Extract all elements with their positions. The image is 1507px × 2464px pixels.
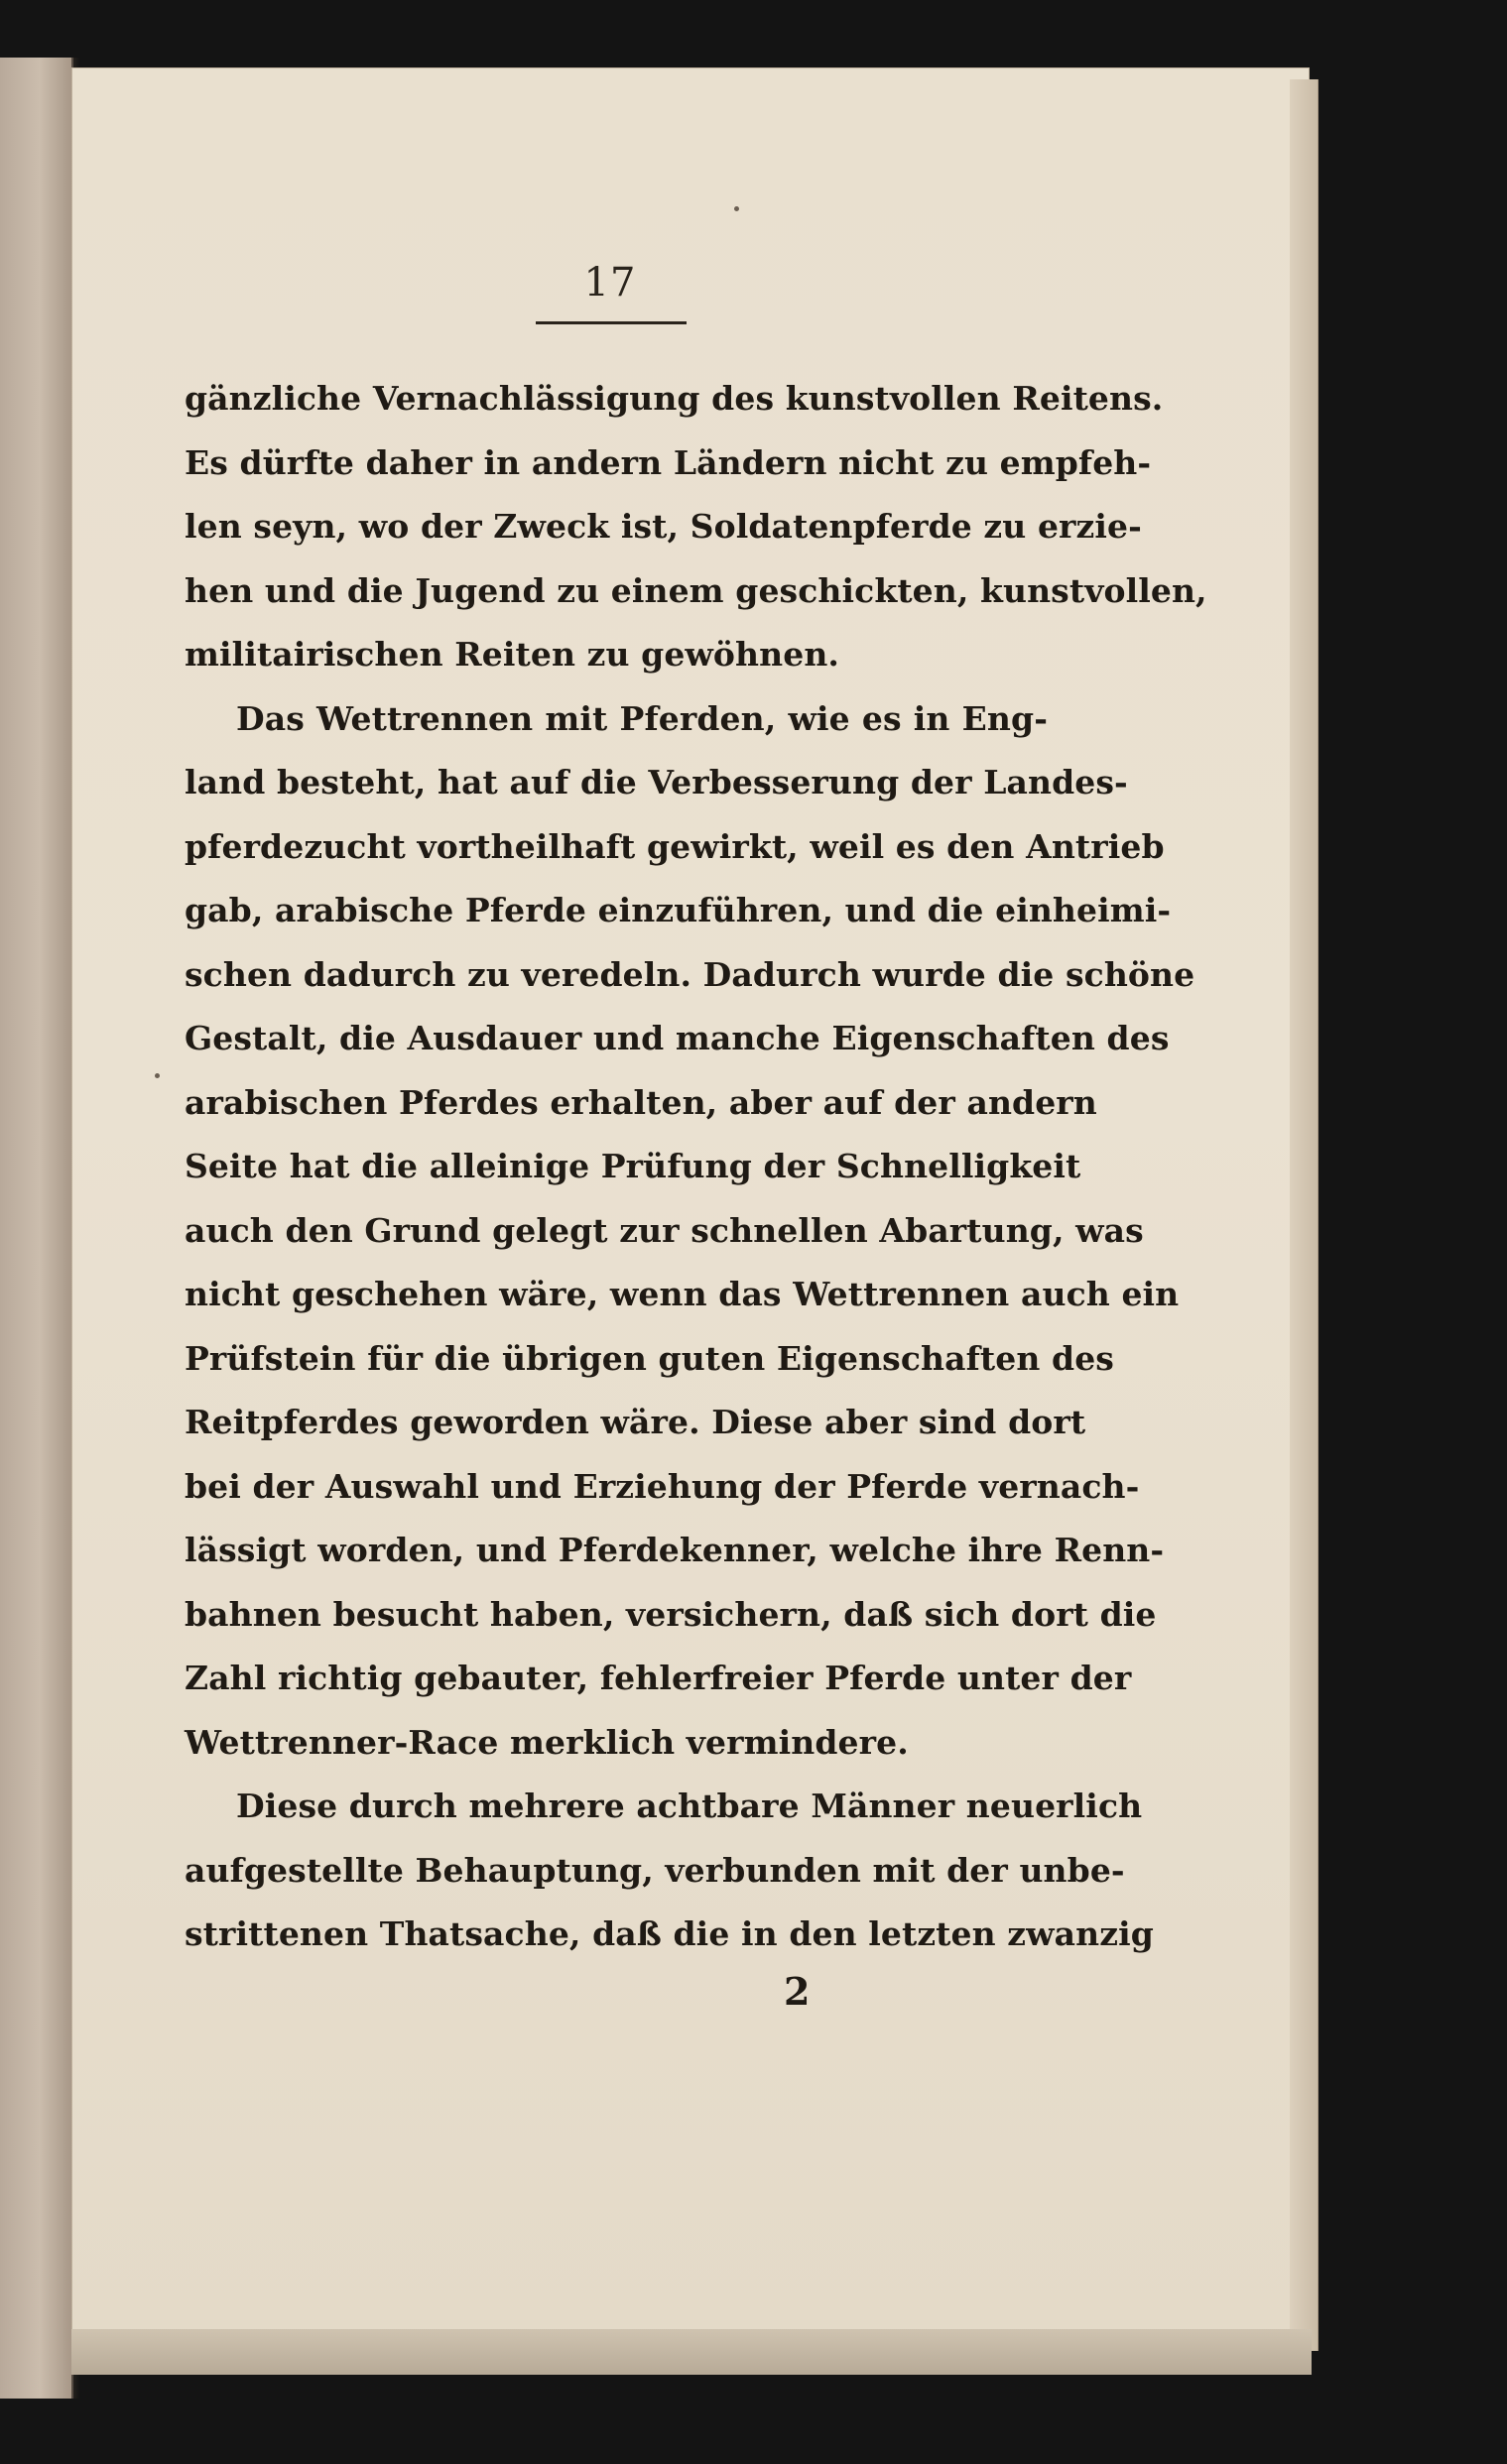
text-line: nicht geschehen wäre, wenn das Wettrennen auch ein: [185, 1275, 1180, 1313]
text-line: Gestalt, die Ausdauer und manche Eigenschaften des: [185, 1019, 1170, 1057]
text-line: len seyn, wo der Zweck ist, Soldatenpferde zu erzie-: [185, 507, 1142, 546]
text-line: Zahl richtig gebauter, fehlerfreier Pferde unter der: [185, 1659, 1132, 1697]
text-line: aufgestellte Behauptung, verbunden mit der unbe-: [185, 1850, 1125, 1890]
text-line: strittenen Thatsache, daß die in den letzten zwanzig: [185, 1914, 1154, 1953]
text-line: pferdezucht vortheilhaft gewirkt, weil es den Antrieb: [185, 826, 1165, 866]
text-line: Wettrenner-Race merklich verminderе.: [185, 1722, 909, 1762]
text-line: Seite hat die alleinige Prüfung der Schnelligkeit: [185, 1147, 1081, 1185]
text-line: Reitpferdes geworden wäre. Diese aber sind dort: [185, 1403, 1086, 1441]
text-line: arabischen Pferdes erhalten, aber auf der andern: [185, 1082, 1097, 1122]
text-line: Das Wettrennen mit Pferden, wie es in Eng-: [236, 698, 1048, 738]
text-line: gab, arabische Pferde einzuführen, und die einheimi-: [185, 891, 1172, 929]
header-rule: [536, 321, 687, 324]
text-line: Prüfstein für die übrigen guten Eigenschaften des: [185, 1338, 1114, 1378]
text-line: gänzliche Vernachlässigung des kunstvollen Reitens.: [185, 379, 1164, 418]
body-text: [185, 367, 1207, 1967]
text-line: bahnen besucht haben, versichern, daß sich dort die: [185, 1594, 1157, 1634]
text-line: auch den Grund gelegt zur schnellen Abartung, was: [185, 1210, 1144, 1250]
text-line: lässigt worden, und Pferdekenner, welche ihre Renn-: [185, 1531, 1165, 1569]
text-line: bei der Auswahl und Erziehung der Pferde vernach-: [185, 1466, 1140, 1506]
text-line: militairischen Reiten zu gewöhnen.: [185, 635, 839, 674]
text-line: land besteht, hat auf die Verbesserung der Landes-: [185, 763, 1128, 801]
text-line: Es dürfte daher in andern Ländern nicht zu empfeh-: [185, 442, 1152, 482]
text-line: Diese durch mehrere achtbare Männer neuerlich: [236, 1786, 1143, 1825]
book-cover-edge: [0, 58, 73, 2399]
page-number: 17: [583, 260, 637, 306]
page-edge: [1290, 79, 1319, 2351]
bottom-page-edge: [71, 2329, 1312, 2375]
paper-spot: [155, 1073, 160, 1078]
text-line: hen und die Jugend zu einem geschickten, kunstvollen,: [185, 570, 1207, 610]
paper-spot: [734, 206, 739, 211]
text-line: schen dadurch zu veredeln. Dadurch wurde die schöne: [185, 954, 1195, 994]
signature-mark: 2: [784, 1969, 811, 2014]
